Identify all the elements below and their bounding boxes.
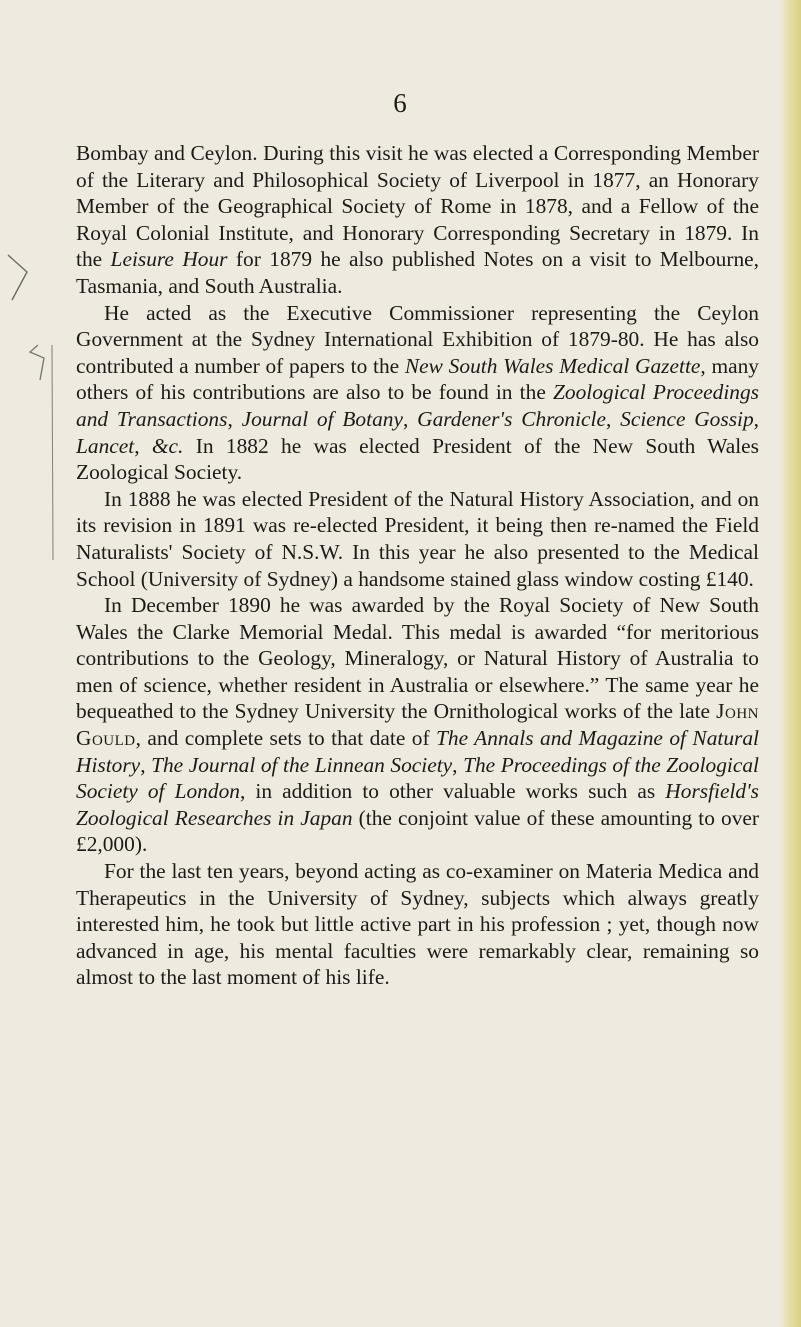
periodical-title: New South Wales Medical Gazette — [404, 353, 701, 378]
text-run: , — [227, 406, 242, 431]
periodical-title: The Journal of the Linnean Society — [151, 752, 453, 777]
text-run: Bombay and Ceylon. During this visit he was elected a Corresponding Member of the Literary and Philosophical Society of Liverpool in 1877, an Honorary Member of the Geographical Society of Rome in 1878, and a Fellow of the Royal Colonial Institute, and Honorary Corresponding Secretary in 1879. In the — [76, 141, 759, 272]
periodical-title: Lancet — [76, 433, 135, 458]
text-run: In December 1890 he was awarded by the Royal Society of New South Wales the Clarke Memorial Medal. This medal is awarded “for meritorious contributions to the Geology, Mineralogy, or Natural History of Australia to men of science, whether resident in Australia or elsewhere.” The same year he bequeathed to the Sydney University the Ornithological works of the late — [76, 593, 759, 724]
margin-pencil-stroke — [8, 255, 27, 300]
text-run: He acted as the Executive Commissioner representing the Ceylon Government at the Sydney International Exhibition of 1879-80. He has also contributed a number of papers to the — [76, 300, 759, 378]
periodical-title: Horsfield's Zoological Researches in Japan — [76, 779, 760, 830]
paragraph — [76, 486, 759, 592]
text-run: , — [605, 406, 621, 431]
periodical-title: Leisure Hour — [110, 247, 228, 272]
text-run: , and complete sets to that date of — [135, 726, 437, 751]
text-run: , — [402, 406, 418, 431]
text-run: , — [753, 406, 760, 431]
periodical-title: The Proceedings of the Zoological Society of London — [76, 752, 759, 804]
text-run: , — [452, 752, 464, 777]
body-text — [76, 140, 759, 991]
text-run: For the last ten years, beyond acting as co-examiner on Materia Medica and Therapeutics in the University of Sydney, subjects which always greatly interested him, he took but little active part in his profession ; yet, though now advanced in age, his mental faculties were remarkably clear, remaining so almost to the last moment of his life. — [76, 859, 759, 990]
text-run: In 1888 he was elected President of the Natural History Association, and on its revision in 1891 was re-elected President, it being then re-named the Field Naturalists' Society of N.S.W. In this year he also presented to the Medical School (University of Sydney) a handsome stained glass window costing £140. — [76, 486, 759, 591]
text-run: , — [134, 433, 152, 458]
text-run: , many others of his contributions are also to be found in the — [76, 353, 760, 405]
person-name: John Gould — [76, 699, 759, 751]
paragraph — [76, 140, 759, 300]
page-number: 6 — [393, 88, 408, 118]
paragraph — [76, 858, 759, 991]
paragraph — [76, 300, 759, 486]
margin-pencil-stroke — [30, 345, 44, 380]
text-run: (the conjoint value of these amounting to over £2,000). — [76, 805, 760, 857]
periodical-title: The Annals and Magazine of Natural History — [76, 726, 759, 777]
paragraph — [76, 592, 759, 858]
margin-pencil-stroke — [52, 345, 53, 560]
periodical-title: &c. — [151, 433, 184, 458]
periodical-title: Gardener's Chronicle — [417, 406, 606, 431]
text-run: , in addition to other valuable works such as — [239, 779, 666, 804]
periodical-title: Science Gossip — [620, 406, 754, 431]
text-run: In 1882 he was elected President of the New South Wales Zoological Society. — [76, 433, 759, 485]
periodical-title: Journal of Botany — [241, 406, 403, 431]
text-run: , — [140, 752, 152, 777]
periodical-title: Zoological Proceedings and Transactions — [76, 380, 760, 431]
text-run: for 1879 he also published Notes on a visit to Melbourne, Tasmania, and South Australia. — [76, 247, 760, 298]
